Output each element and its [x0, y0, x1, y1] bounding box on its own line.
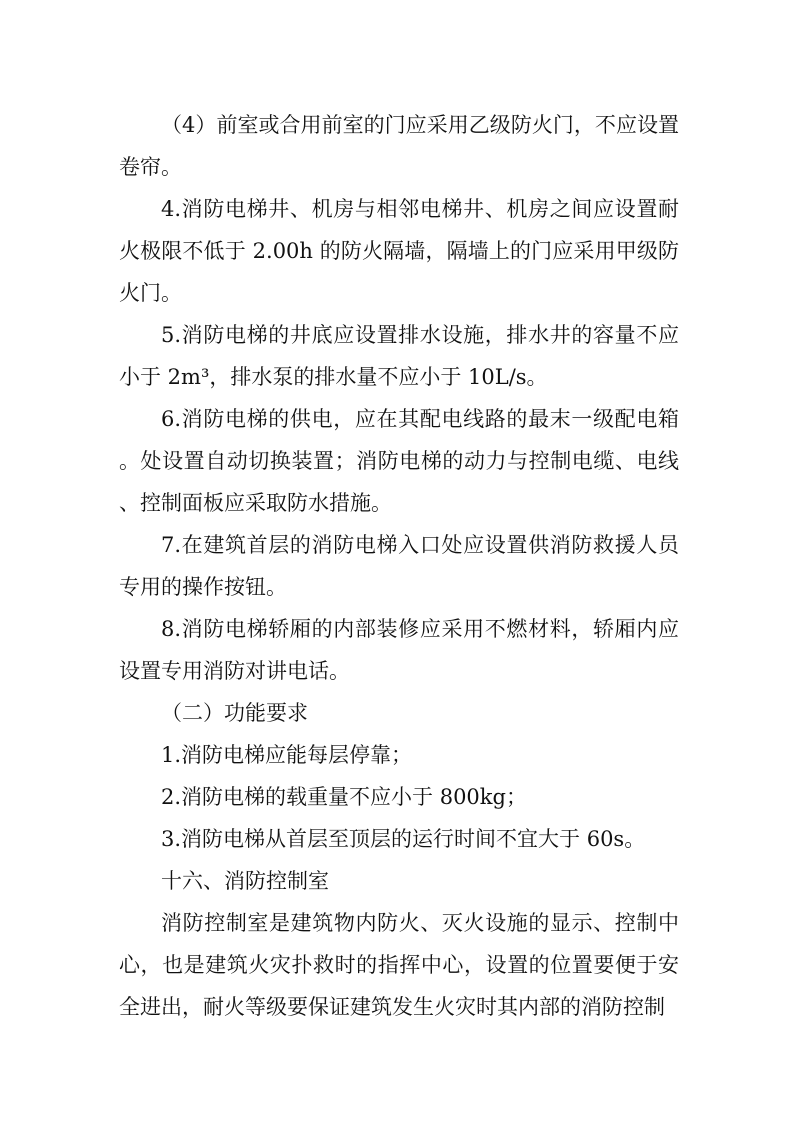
section-heading-fire-control-room: 十六、消防控制室 — [161, 869, 329, 893]
list-item-travel-time: 3.消防电梯从首层至顶层的运行时间不宜大于 60s。 — [161, 827, 646, 851]
list-item-stop-every-floor: 1.消防电梯应能每层停靠； — [161, 743, 413, 767]
section-heading-functional-requirements: （二）功能要求 — [161, 701, 308, 725]
paragraph-item-7-operation-button: 7.在建筑首层的消防电梯入口处应设置供消防救援人员专用的操作按钮。 — [119, 533, 679, 599]
paragraph-item-5-drainage: 5.消防电梯的井底应设置排水设施，排水井的容量不应小于 2m³，排水泵的排水量不应小于 10L/s。 — [119, 323, 679, 389]
paragraph-item-8-car-decoration: 8.消防电梯轿厢的内部装修应采用不燃材料，轿厢内应设置专用消防对讲电话。 — [119, 617, 679, 683]
paragraph-antechamber-doors: （4）前室或合用前室的门应采用乙级防火门，不应设置卷帘。 — [119, 113, 679, 179]
document-body — [119, 104, 679, 1028]
paragraph-item-6-power-supply: 6.消防电梯的供电，应在其配电线路的最末一级配电箱。处设置自动切换装置；消防电梯的动力与控制电缆、电线、控制面板应采取防水措施。 — [119, 407, 679, 515]
list-item-load-capacity: 2.消防电梯的载重量不应小于 800kg； — [161, 785, 527, 809]
paragraph-item-4-fire-partition: 4.消防电梯井、机房与相邻电梯井、机房之间应设置耐火极限不低于 2.00h 的防火隔墙，隔墙上的门应采用甲级防火门。 — [119, 197, 679, 305]
paragraph-fire-control-room-description: 消防控制室是建筑物内防火、灭火设施的显示、控制中心，也是建筑火灾扑救时的指挥中心，设置的位置要便于安全进出，耐火等级要保证建筑发生火灾时其内部的消防控制 — [119, 911, 679, 1019]
